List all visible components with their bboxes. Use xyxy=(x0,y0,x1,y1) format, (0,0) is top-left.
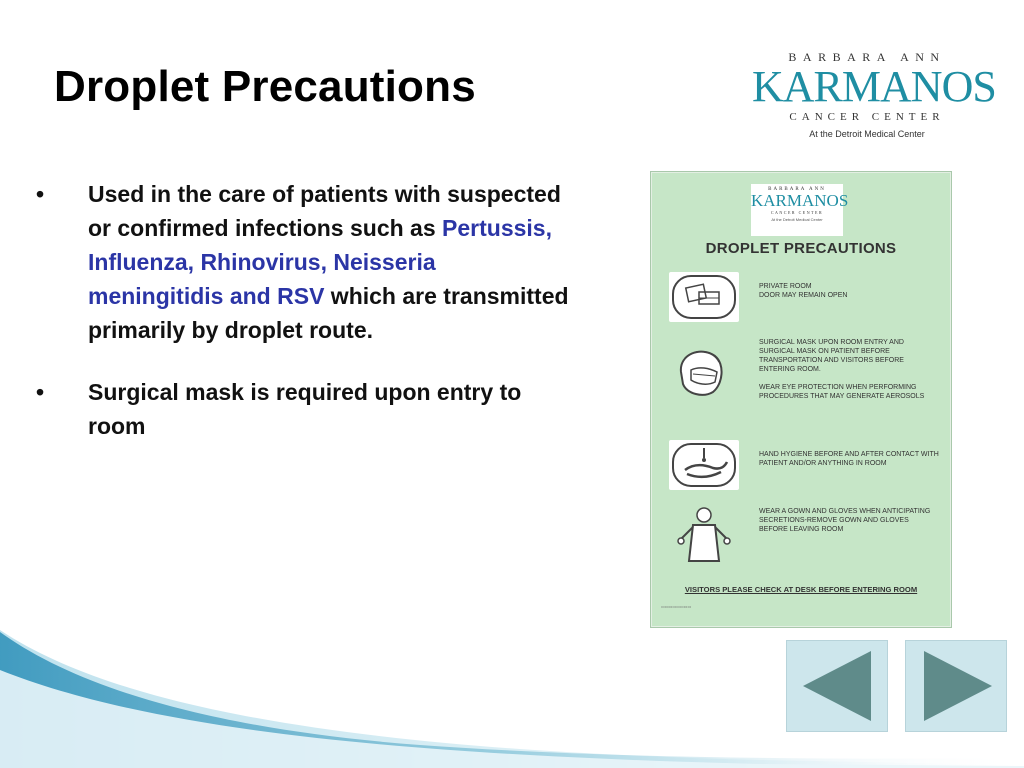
page-title: Droplet Precautions xyxy=(54,62,476,111)
bullet-highlight-diseases: Pertussis, Influenza, Rhinovirus, Neisseria meningitidis and RSV xyxy=(88,215,552,309)
gown-gloves-icon xyxy=(669,505,739,565)
next-slide-button[interactable] xyxy=(905,640,1007,732)
bullet-marker: • xyxy=(36,379,45,405)
bullet-list xyxy=(32,177,572,471)
droplet-precautions-sign xyxy=(650,171,952,628)
hand-hygiene-icon xyxy=(669,440,739,490)
bullet-text: Surgical mask is required upon entry to room xyxy=(88,379,522,439)
bullet-item xyxy=(32,177,572,347)
surgical-mask-icon xyxy=(669,342,739,402)
bullet-marker: • xyxy=(36,181,45,207)
logo-subtitle: CANCER CENTER xyxy=(789,111,945,123)
bullet-text-end: which are transmitted primarily by droplet route. xyxy=(88,283,569,343)
bullet-text: Used in the care of patients with suspected or confirmed infections such as xyxy=(88,181,561,241)
bullet-item xyxy=(32,375,572,443)
sign-form-code: ▭▭▭▭▭▭▭▭ xyxy=(661,604,692,609)
sign-row-text: HAND HYGIENE BEFORE AND AFTER CONTACT WITH PATIENT AND/OR ANYTHING IN ROOM xyxy=(759,451,939,467)
triangle-left-icon xyxy=(787,641,887,731)
sign-logo-top-line: BARBARA ANN xyxy=(768,187,826,192)
sign-heading: DROPLET PRECAUTIONS xyxy=(705,240,897,257)
sign-row-text: WEAR A GOWN AND GLOVES WHEN ANTICIPATING SECRETIONS-REMOVE GOWN AND GLOVES BEFORE LEAVING ROOM xyxy=(759,508,931,533)
sign-logo-tagline: At the Detroit Medical Center xyxy=(771,217,823,222)
logo-brand: KARMANOS xyxy=(752,62,996,111)
sign-logo xyxy=(751,184,849,236)
karmanos-logo xyxy=(752,48,996,152)
sign-logo-subtitle: CANCER CENTER xyxy=(770,210,824,215)
sign-row-text: SURGICAL MASK UPON ROOM ENTRY AND SURGICAL MASK ON PATIENT BEFORE TRANSPORTATION AND VISITORS BEFORE ENTERING ROOM. WEAR EYE PROTECTION WHEN PERFORMING PROCEDURES THAT MAY GENERATE AEROSOLS xyxy=(759,339,925,400)
private-room-icon xyxy=(669,272,739,322)
sign-row-text: PRIVATE ROOM DOOR MAY REMAIN OPEN xyxy=(759,283,848,299)
sign-logo-brand: KARMANOS xyxy=(751,191,849,210)
triangle-right-icon xyxy=(906,641,1006,731)
sign-footer: VISITORS PLEASE CHECK AT DESK BEFORE ENTERING ROOM xyxy=(684,585,918,594)
logo-top-line: BARBARA ANN xyxy=(788,50,946,64)
logo-tagline: At the Detroit Medical Center xyxy=(809,129,925,139)
previous-slide-button[interactable] xyxy=(786,640,888,732)
